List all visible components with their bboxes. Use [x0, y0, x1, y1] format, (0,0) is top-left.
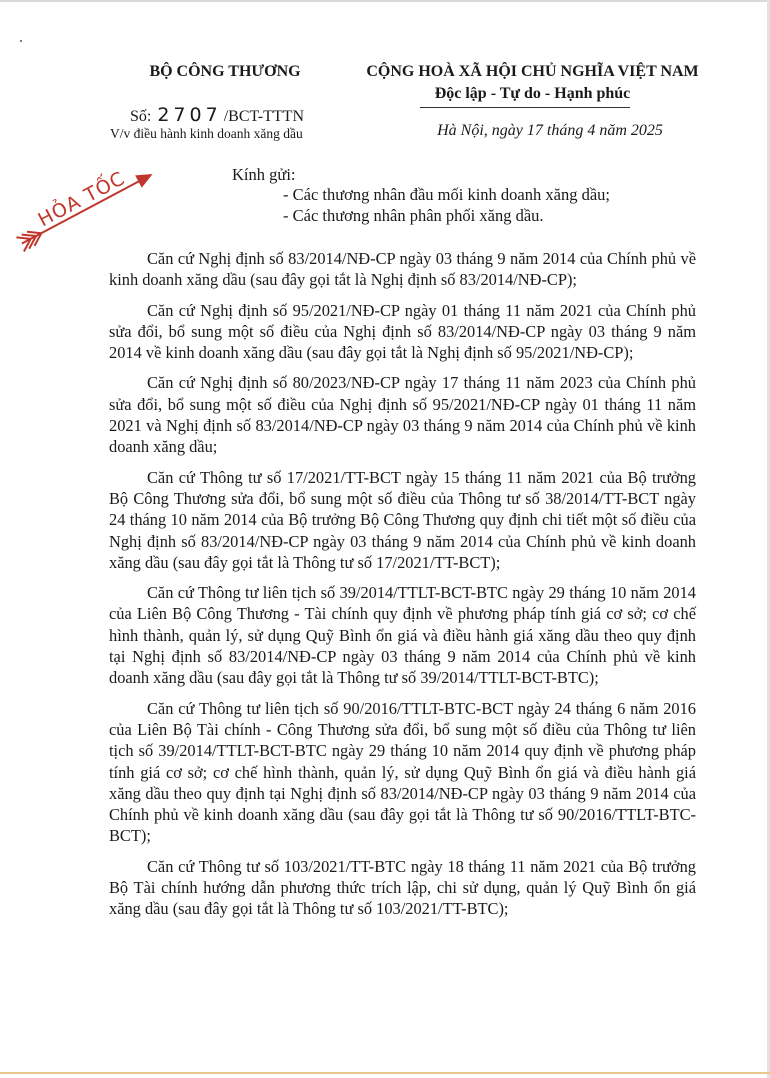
recipient-item: - Các thương nhân đầu mối kinh doanh xăng dầu; [283, 185, 610, 204]
document-number [130, 104, 304, 126]
scan-speck [20, 40, 22, 42]
scan-bottom-edge [0, 1072, 770, 1074]
scan-top-edge [0, 0, 770, 2]
legal-basis-paragraph: Căn cứ Nghị định số 95/2021/NĐ-CP ngày 01 tháng 11 năm 2021 của Chính phủ sửa đổi, bổ sung một số điều của Nghị định số 83/2014/NĐ-CP ngày 03 tháng 9 năm 2014 về kinh doanh xăng dầu (sau đây gọi tắt là Nghị định số 95/2021/NĐ-CP); [109, 300, 696, 363]
legal-basis-paragraph: Căn cứ Nghị định số 83/2014/NĐ-CP ngày 03 tháng 9 năm 2014 của Chính phủ về kinh doanh xăng dầu (sau đây gọi tắt là Nghị định số 83/2014/NĐ-CP); [109, 249, 696, 290]
national-motto: Độc lập - Tự do - Hạnh phúc [434, 85, 631, 102]
legal-basis-paragraph: Căn cứ Thông tư liên tịch số 39/2014/TTLT-BCT-BTC ngày 29 tháng 10 năm 2014 của Liên Bộ Công Thương - Tài chính quy định về phương pháp tính giá cơ sở; cơ chế hình thành, quản lý, sử dụng Quỹ Bình ổn giá và điều hành giá xăng dầu theo quy định tại Nghị định số 83/2014/NĐ-CP ngày 03 tháng 9 năm 2014 của Chính phủ về kinh doanh xăng dầu (sau đây gọi tắt là Thông tư số 39/2014/TTLT-BCT-BTC); [109, 583, 696, 688]
document-subject: V/v điều hành kinh doanh xăng dầu [110, 126, 303, 141]
agency-name: BỘ CÔNG THƯƠNG [149, 63, 301, 80]
legal-basis-paragraph: Căn cứ Thông tư số 103/2021/TT-BTC ngày 18 tháng 11 năm 2021 của Bộ trưởng Bộ Tài chính hướng dẫn phương thức trích lập, chi sử dụng, quản lý Quỹ Bình ổn giá xăng dầu (sau đây gọi tắt là Thông tư số 103/2021/TT-BTC); [109, 856, 696, 919]
salutation: Kính gửi: [232, 165, 296, 184]
nation-title: CỘNG HOÀ XÃ HỘI CHỦ NGHĨA VIỆT NAM [366, 63, 699, 80]
document-body [109, 248, 696, 929]
motto-underline [420, 107, 630, 108]
legal-basis-paragraph: Căn cứ Nghị định số 80/2023/NĐ-CP ngày 17 tháng 11 năm 2023 của Chính phủ sửa đổi, bổ sung một số điều của Nghị định số 95/2021/NĐ-CP ngày 01 tháng 11 năm 2021 và Nghị định số 83/2014/NĐ-CP ngày 03 tháng 9 năm 2014 của Chính phủ về kinh doanh xăng dầu; [109, 373, 696, 457]
urgent-stamp-text: HỎA TỐC [34, 167, 129, 232]
doc-number-prefix: Số: [130, 108, 152, 125]
place-and-date: Hà Nội, ngày 17 tháng 4 năm 2025 [437, 122, 663, 139]
legal-basis-paragraph: Căn cứ Thông tư liên tịch số 90/2016/TTLT-BTC-BCT ngày 24 tháng 6 năm 2016 của Liên Bộ Tài chính - Công Thương sửa đổi, bổ sung một số điều của Thông tư liên tịch số 39/2014/TTLT-BCT-BTC ngày 29 tháng 10 năm 2014 quy định về phương pháp tính giá cơ sở; cơ chế hình thành, quản lý, sử dụng Quỹ Bình ổn giá và điều hành giá xăng dầu theo quy định tại Nghị định số 83/2014/NĐ-CP ngày 03 tháng 9 năm 2014 của Chính phủ về kinh doanh xăng dầu (sau đây gọi tắt là Thông tư số 90/2016/TTLT-BTC-BCT); [109, 698, 696, 846]
legal-basis-paragraph: Căn cứ Thông tư số 17/2021/TT-BCT ngày 15 tháng 11 năm 2021 của Bộ trưởng Bộ Công Thương sửa đổi, bổ sung một số điều của Thông tư số 38/2014/TT-BCT ngày 24 tháng 10 năm 2014 của Bộ trưởng Bộ Công Thương quy định chi tiết một số điều của Nghị định số 83/2014/NĐ-CP ngày 03 tháng 9 năm 2014 của Chính phủ về kinh doanh xăng dầu (sau đây gọi tắt là Thông tư số 17/2021/TT-BCT); [109, 467, 696, 572]
doc-number-suffix: /BCT-TTTN [223, 108, 304, 125]
recipient-item: - Các thương nhân phân phối xăng dầu. [283, 206, 544, 225]
doc-number-handwritten: 2707 [157, 104, 222, 126]
